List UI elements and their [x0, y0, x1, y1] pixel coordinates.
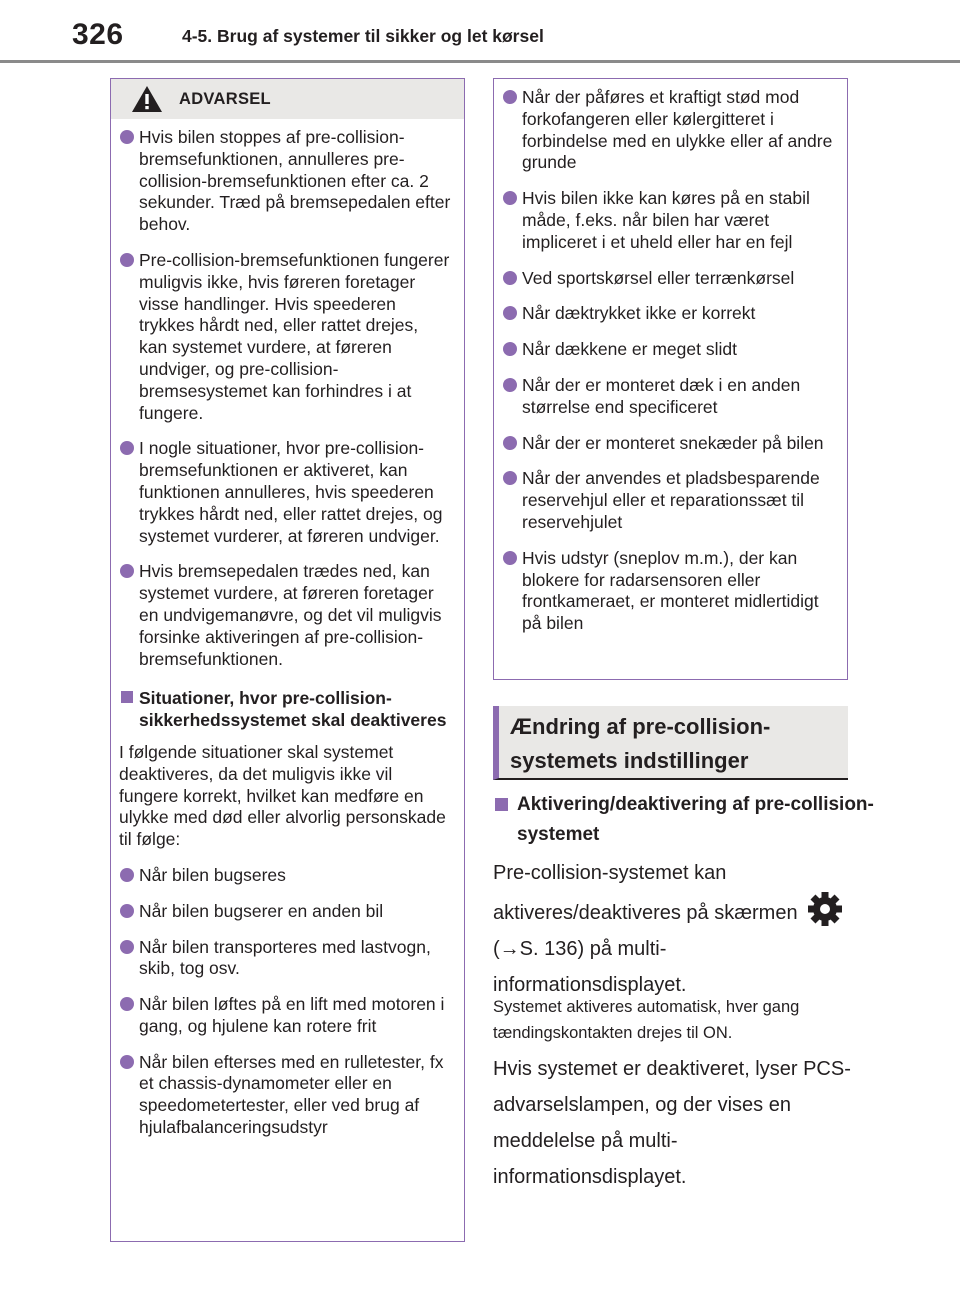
bullet-dot-icon	[120, 868, 134, 882]
warning-bullet: I nogle situationer, hvor pre-collision-bremsefunktionen er aktiveret, kan funktionen annulleres, hvis speederen trykkes hårdt ned, eller rattet drejes, og systemet vurderer, at føreren undviger.	[119, 438, 451, 547]
situation-item: Når bilen løftes på en lift med motoren i gang, og hjulene kan rotere frit	[119, 994, 451, 1038]
section-heading: Ændring af pre-collision-systemets indstillinger	[493, 706, 848, 780]
bullet-dot-icon	[503, 342, 517, 356]
bullet-dot-icon	[120, 130, 134, 144]
section-subheading: Aktivering/deaktivering af pre-collision-systemet	[493, 790, 877, 850]
bullet-dot-icon	[120, 1055, 134, 1069]
warning-header	[111, 79, 464, 119]
situation-item: Hvis udstyr (sneplov m.m.), der kan blokere for radarsensoren eller frontkameraet, er monteret midlertidigt på bilen	[502, 548, 837, 635]
situation-item: Når der er monteret snekæder på bilen	[502, 433, 837, 455]
warning-triangle-icon	[131, 85, 163, 113]
bullet-dot-icon	[503, 271, 517, 285]
section-paragraph-3: Hvis systemet er deaktiveret, lyser PCS-advarselslampen, og der vises en meddelelse på multi-informationsdisplayet.	[493, 1058, 851, 1188]
bullet-dot-icon	[120, 253, 134, 267]
situation-item: Når bilen efterses med en rulletester, fx et chassis-dynamometer eller en speedometertester, eller ved brug af hjulafbalanceringsudstyr	[119, 1052, 451, 1139]
bullet-dot-icon	[120, 441, 134, 455]
section-paragraph-1: Pre-collision-systemet kan aktiveres/deaktiveres på skærmen (→S. 136) på multi-informationsdisplayet.	[493, 855, 853, 1003]
bullet-dot-icon	[120, 904, 134, 918]
situation-item: Hvis bilen ikke kan køres på en stabil måde, f.eks. når bilen har været impliceret i et uheld eller har en fejl	[502, 188, 837, 253]
bullet-dot-icon	[120, 997, 134, 1011]
page-number: 326	[72, 18, 124, 51]
warning-subheading: Situationer, hvor pre-collision-sikkerhedssystemet skal deaktiveres	[119, 688, 451, 732]
bullet-dot-icon	[503, 436, 517, 450]
situation-item: Når dækkene er meget slidt	[502, 339, 837, 361]
situation-item: Når bilen transporteres med lastvogn, skib, tog osv.	[119, 937, 451, 981]
warning-bullet: Hvis bremsepedalen trædes ned, kan systemet vurdere, at føreren foretager en undvigemanøvre, og det vil muligvis forsinke aktiveringen af pre-collision-bremsefunktionen.	[119, 561, 451, 670]
chapter-title: 4-5. Brug af systemer til sikker og let kørsel	[182, 26, 544, 46]
bullet-dot-icon	[120, 564, 134, 578]
situation-item: Når dæktrykket ikke er korrekt	[502, 303, 837, 325]
situation-item: Når der anvendes et pladsbesparende reservehjul eller et reparationssæt til reservehjulet	[502, 468, 837, 533]
warning-paragraph: I følgende situationer skal systemet deaktiveres, da det muligvis ikke vil fungere korrekt, hvilket kan medføre en ulykke med død eller alvorlig personskade til følge:	[119, 741, 446, 850]
bullet-dot-icon	[503, 90, 517, 104]
bullet-dot-icon	[503, 306, 517, 320]
warning-continued-box	[493, 78, 848, 680]
section-paragraph-2: Systemet aktiveres automatisk, hver gang tændingskontakten drejes til ON.	[493, 998, 800, 1042]
situation-item: Når bilen bugserer en anden bil	[119, 901, 451, 923]
bullet-dot-icon	[503, 551, 517, 565]
situation-item: Når bilen bugseres	[119, 865, 451, 887]
warning-bullet: Hvis bilen stoppes af pre-collision-bremsefunktionen, annulleres pre-collision-bremsefunktionen efter ca. 2 sekunder. Træd på bremsepedalen efter behov.	[119, 127, 451, 236]
warning-label: ADVARSEL	[179, 89, 271, 108]
gear-icon	[807, 891, 843, 927]
bullet-dot-icon	[503, 471, 517, 485]
situation-item: Når der påføres et kraftigt stød mod forkofangeren eller kølergitteret i forbindelse med en ulykke eller af andre grunde	[502, 87, 837, 174]
bullet-dot-icon	[120, 940, 134, 954]
bullet-dot-icon	[503, 378, 517, 392]
situation-item: Når der er monteret dæk i en anden størrelse end specificeret	[502, 375, 837, 419]
square-bullet-icon	[495, 798, 508, 811]
situation-item: Ved sportskørsel eller terrænkørsel	[502, 268, 837, 290]
bullet-dot-icon	[503, 191, 517, 205]
warning-bullet: Pre-collision-bremsefunktionen fungerer muligvis ikke, hvis føreren foretager visse handlinger. Hvis speederen trykkes hårdt ned, eller rattet drejes, kan systemet vurdere, at føreren undviger, og pre-collision-bremsesystemet kan forhindres i at fungere.	[119, 250, 451, 424]
warning-box	[110, 78, 465, 1242]
square-bullet-icon	[121, 691, 133, 703]
header-rule	[0, 60, 960, 63]
